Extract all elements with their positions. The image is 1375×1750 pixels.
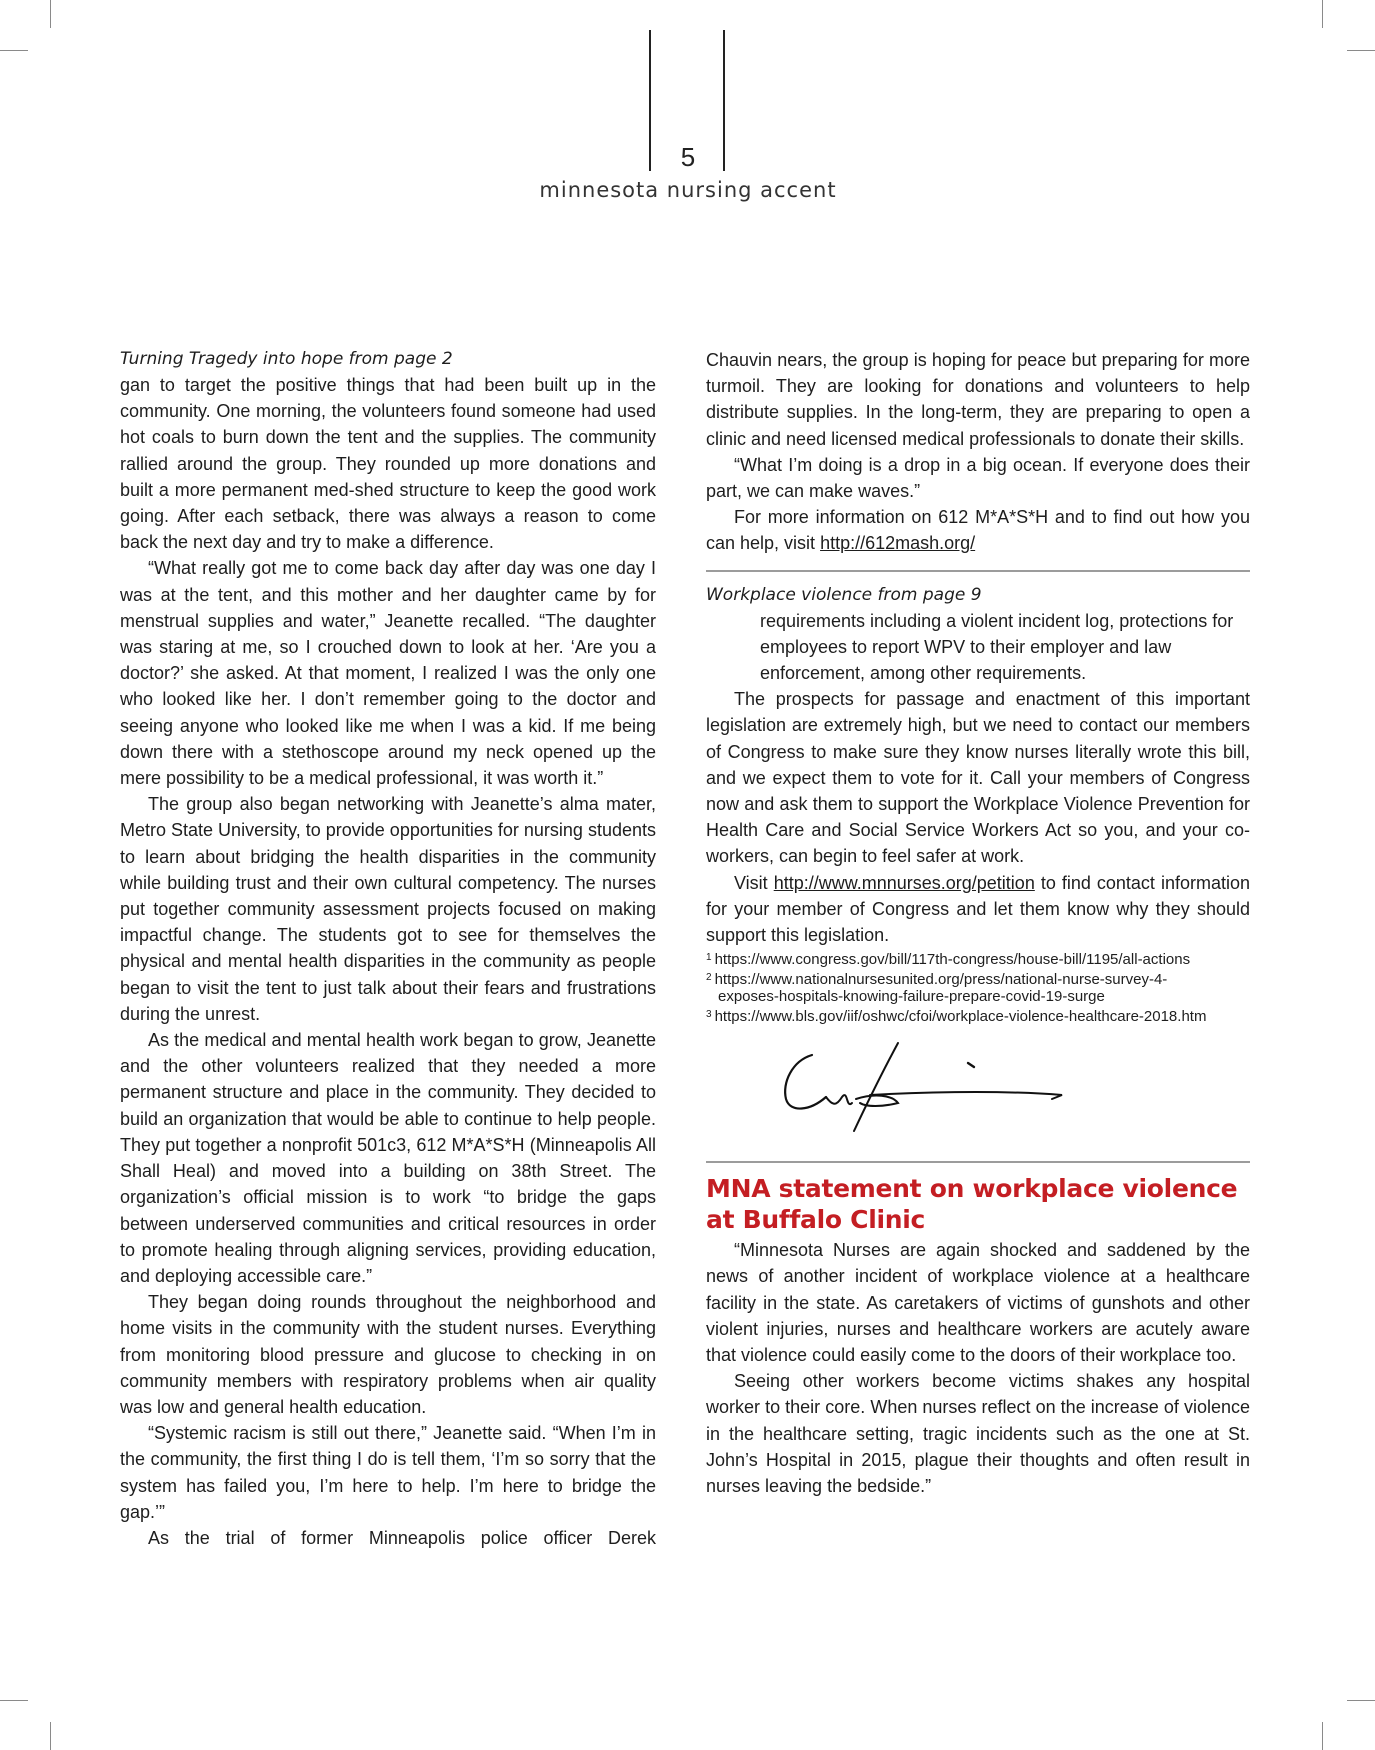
section-divider	[706, 570, 1250, 572]
visit-paragraph	[706, 870, 1250, 949]
visit-suffix: to find contact information for your member of Congress and let them know why they should support this legislation.	[706, 872, 1250, 946]
footnote-number: 3	[706, 1009, 712, 1021]
statement-headline: MNA statement on workplace violence at Buffalo Clinic	[706, 1174, 1238, 1235]
footnote-url-continued[interactable]: exposes-hospitals-knowing-failure-prepare-covid-19-surge	[718, 988, 1105, 1006]
footnote-url[interactable]: https://www.nationalnursesunited.org/press/national-nurse-survey-4-	[714, 971, 1168, 989]
footnote-url[interactable]: https://www.congress.gov/bill/117th-congress/house-bill/1195/all-actions	[714, 951, 1191, 969]
body-paragraph: They began doing rounds throughout the neighborhood and home visits in the community with the student nurses. Everything from monitoring blood pressure and glucose to checking in on community members with respiratory problems when air quality was low and general health education.	[120, 1292, 656, 1417]
page-number: 5	[680, 142, 696, 172]
left-column	[120, 346, 656, 1551]
footnote-number: 1	[706, 952, 712, 964]
crop-mark-top-left-v	[50, 0, 51, 28]
footnote-number: 2	[706, 972, 712, 984]
body-paragraph: Seeing other workers become victims shakes any hospital worker to their core. When nurses reflect on the increase of violence in the healthcare setting, tragic incidents such as the one at St. John’s Hospital in 2015, plague their thoughts and often result in nurses leaving the bedside.”	[706, 1371, 1250, 1497]
body-paragraph: As the medical and mental health work began to grow, Jeanette and the other volunteers realized that they needed a more permanent structure and place in the community. They decided to build an organization that would be able to continue to help people. They put together a nonprofit 501c3, 612 M*A*S*H (Minneapolis All Shall Heal) and moved into a building on 38th Street. The organization’s official mission is to work “to bridge the gaps between underserved communities and critical resources in order to promote healing through aligning services, providing education, and deploying accessible care.”	[120, 1030, 656, 1286]
signature	[706, 1025, 1250, 1165]
crop-mark-bottom-left-v	[50, 1722, 51, 1750]
body-paragraph: The group also began networking with Jeanette’s alma mater, Metro State University, to provide opportunities for nursing students to learn about bridging the health disparities in the community while building trust and their own cultural competency. The nurses put together community assessment projects focused on making impactful change. The students got to see for themselves the physical and mental health disparities in the community as people began to visit the tent to just talk about their fears and frustrations during the unrest.	[120, 794, 656, 1024]
petition-link[interactable]: http://www.mnnurses.org/petition	[773, 872, 1035, 893]
continued-kicker: Turning Tragedy into hope from page 2	[120, 349, 453, 369]
body-paragraph: The prospects for passage and enactment of this important legislation are extremely high, but we need to contact our members of Congress to make sure they know nurses literally wrote this bill, and we expect them to vote for it. Call your members of Congress now and ask them to support the Workplace Violence Prevention for Health Care and Social Service Workers Act so you, and your co-workers, can begin to feel safer at work.	[706, 689, 1250, 867]
body-paragraph: “What really got me to come back day after day was one day I was at the tent, and this mother and her daughter came by for menstrual supplies and water,” Jeanette recalled. “The daughter was staring at me, so I crouched down to look at her. ‘Are you a doctor?’ she asked. At that moment, I realized I was the only one who looked like her. I don’t remember going to the doctor and seeing anyone who looked like me when I was a kid. If me being down there with a stethoscope around my neck opened up the mere possibility to be a medical professional, it was worth it.”	[120, 558, 656, 789]
footnote-url[interactable]: https://www.bls.gov/iif/oshwc/cfoi/workplace-violence-healthcare-2018.htm	[714, 1008, 1207, 1026]
visit-prefix: Visit	[734, 872, 774, 893]
body-paragraph: gan to target the positive things that had been built up in the community. One morning, the volunteers found someone had used hot coals to burn down the tent and the supplies. The community rallied around the group. They rounded up more donations and built a more permanent med-shed structure to keep the good work going. After each setback, there was always a reason to come back the next day and try to make a difference.	[120, 375, 656, 553]
right-column	[706, 347, 1250, 1499]
more-info-paragraph	[706, 504, 1250, 556]
crop-mark-bottom-right-v	[1322, 1722, 1323, 1750]
wpv-indented-text: requirements including a violent incident log, protections for employees to report WPV to their employer and law enforcement, among other requirements.	[760, 610, 1234, 684]
signature-image	[774, 1033, 1094, 1143]
mash-link[interactable]: http://612mash.org/	[820, 533, 976, 554]
body-paragraph: Chauvin nears, the group is hoping for peace but preparing for more turmoil. They are looking for donations and volunteers to help distribute supplies. In the long-term, they are preparing to open a clinic and need licensed medical professionals to donate their skills.	[706, 350, 1250, 449]
wpv-kicker: Workplace violence from page 9	[706, 584, 982, 605]
crop-mark-bottom-right-h	[1347, 1700, 1375, 1701]
footnote	[706, 1008, 1250, 1025]
quote-paragraph: “What I’m doing is a drop in a big ocean. If everyone does their part, we can make waves.”	[706, 454, 1250, 502]
body-paragraph: “Minnesota Nurses are again shocked and saddened by the news of another incident of workplace violence at a healthcare facility in the state. As caretakers of victims of gunshots and other violent injuries, nurses and healthcare workers are acutely aware that violence could easily come to the doors of their workplace too.	[706, 1240, 1250, 1366]
crop-mark-top-right-h	[1347, 50, 1375, 51]
footnote	[706, 971, 1250, 1005]
publication-name: minnesota nursing accent	[539, 178, 837, 202]
footnote	[706, 951, 1250, 968]
crop-mark-top-right-v	[1322, 0, 1323, 28]
crop-mark-bottom-left-h	[0, 1700, 28, 1701]
body-paragraph: As the trial of former Minneapolis police officer Derek	[148, 1527, 656, 1548]
body-paragraph: “Systemic racism is still out there,” Jeanette said. “When I’m in the community, the first thing I do is tell them, ‘I’m so sorry that the system has failed you, I’m here to help. I’m here to bridge the gap.’”	[120, 1423, 656, 1522]
crop-mark-top-left-h	[0, 50, 28, 51]
more-info-text: For more information on 612 M*A*S*H and to find out how you can help, visit	[706, 507, 1250, 554]
